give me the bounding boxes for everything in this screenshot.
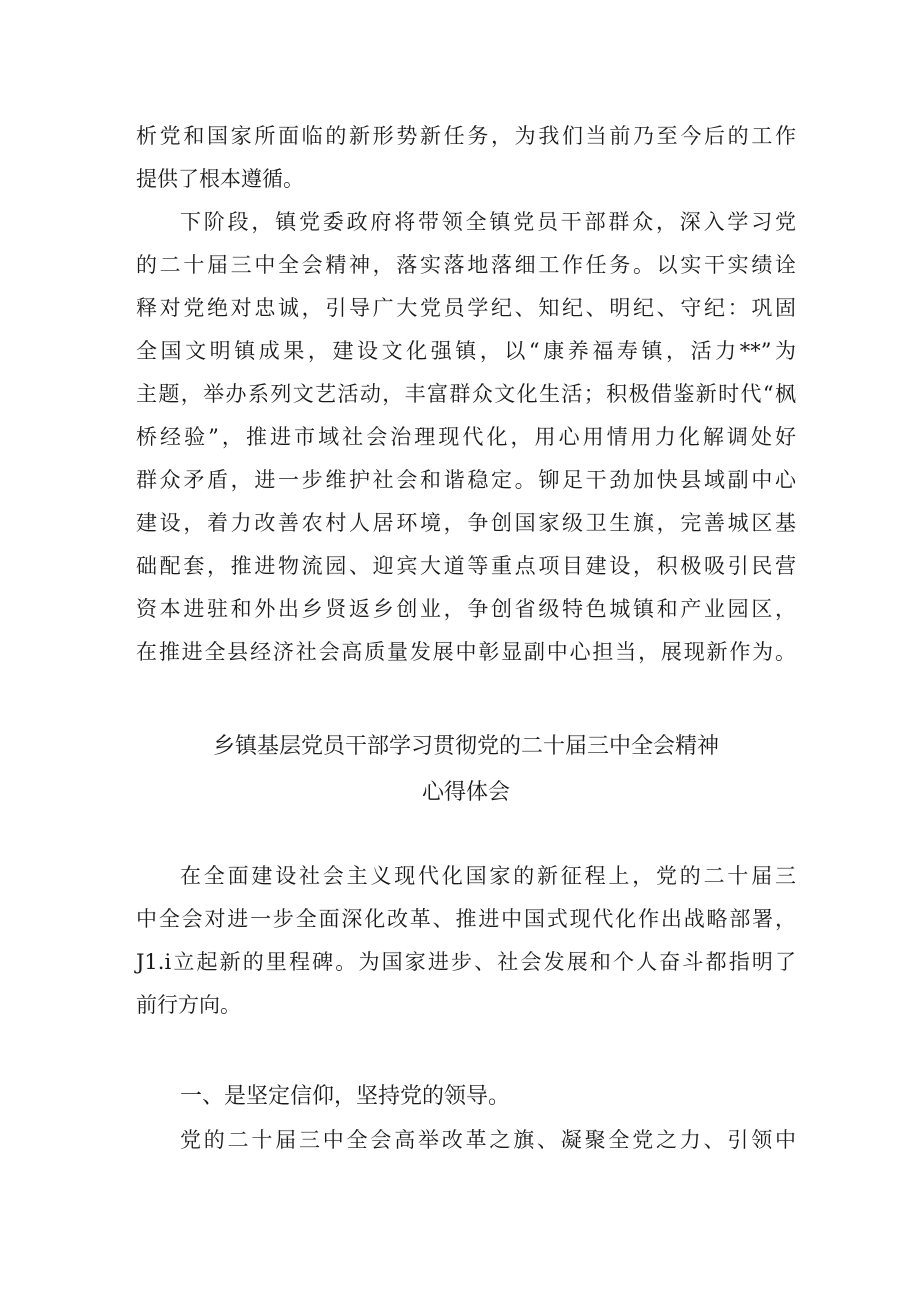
paragraph-line: 下阶段，镇党委政府将带领全镇党员干部群众，深入学习党 [180,210,796,234]
paragraph-2 [136,201,796,674]
paragraph-line: 析党和国家所面临的新形势新任务，为我们当前乃至今后的工作 [136,124,796,148]
paragraph-line: 全国文明镇成果，建设文化强镇，以“康养福寿镇，活力**”为 [136,339,796,363]
paragraph-line: 提供了根本遵循。 [136,167,304,191]
paragraph-line: 的二十届三中全会精神，落实落地落细工作任务。以实干实绩诠 [136,253,796,277]
paragraph-line: 资本进驻和外出乡贤返乡创业，争创省级特色城镇和产业园区， [136,597,796,621]
paragraph-line: 前行方向。 [136,993,241,1017]
paragraph-line: 释对党绝对忠诚，引导广大党员学纪、知纪、明纪、守纪：巩固 [136,296,796,320]
paragraph-line: 础配套，推进物流园、迎宾大道等重点项目建设，积极吸引民营 [136,554,796,578]
article-title [136,724,796,816]
paragraph-3 [136,855,796,1027]
section-1-body [136,1119,796,1162]
paragraph-line: 在推进全县经济社会高质量发展中彰显副中心担当，展现新作为。 [136,640,796,664]
article-title-line-2: 心得体会 [421,780,510,805]
paragraph-line: 党的二十届三中全会高举改革之旗、凝聚全党之力、引领中 [180,1128,796,1152]
paragraph-line: 在全面建设社会主义现代化国家的新征程上，党的二十届三 [180,864,796,888]
paragraph-line: 建设，着力改善农村人居环境，争创国家级卫生旗，完善城区基 [136,511,796,535]
article-title-line-1: 乡镇基层党员干部学习贯彻党的二十届三中全会精神 [212,734,719,759]
paragraph-line: 主题，举办系列文艺活动，丰富群众文化生活；积极借鉴新时代“枫 [136,382,796,406]
section-1-heading: 一、是坚定信仰，坚持党的领导。 [180,1084,511,1109]
paragraph-line: J1.i立起新的里程碑。为国家进步、社会发展和个人奋斗都指明了 [136,950,796,974]
paragraph-line: 桥经验”，推进市域社会治理现代化，用心用情用力化解调处好 [136,425,796,449]
paragraph-line: 群众矛盾，进一步维护社会和谐稳定。铆足干劲加快县域副中心 [136,468,796,492]
paragraph-1 [136,115,796,201]
paragraph-line: 中全会对进一步全面深化改革、推进中国式现代化作出战略部署， [136,907,796,931]
